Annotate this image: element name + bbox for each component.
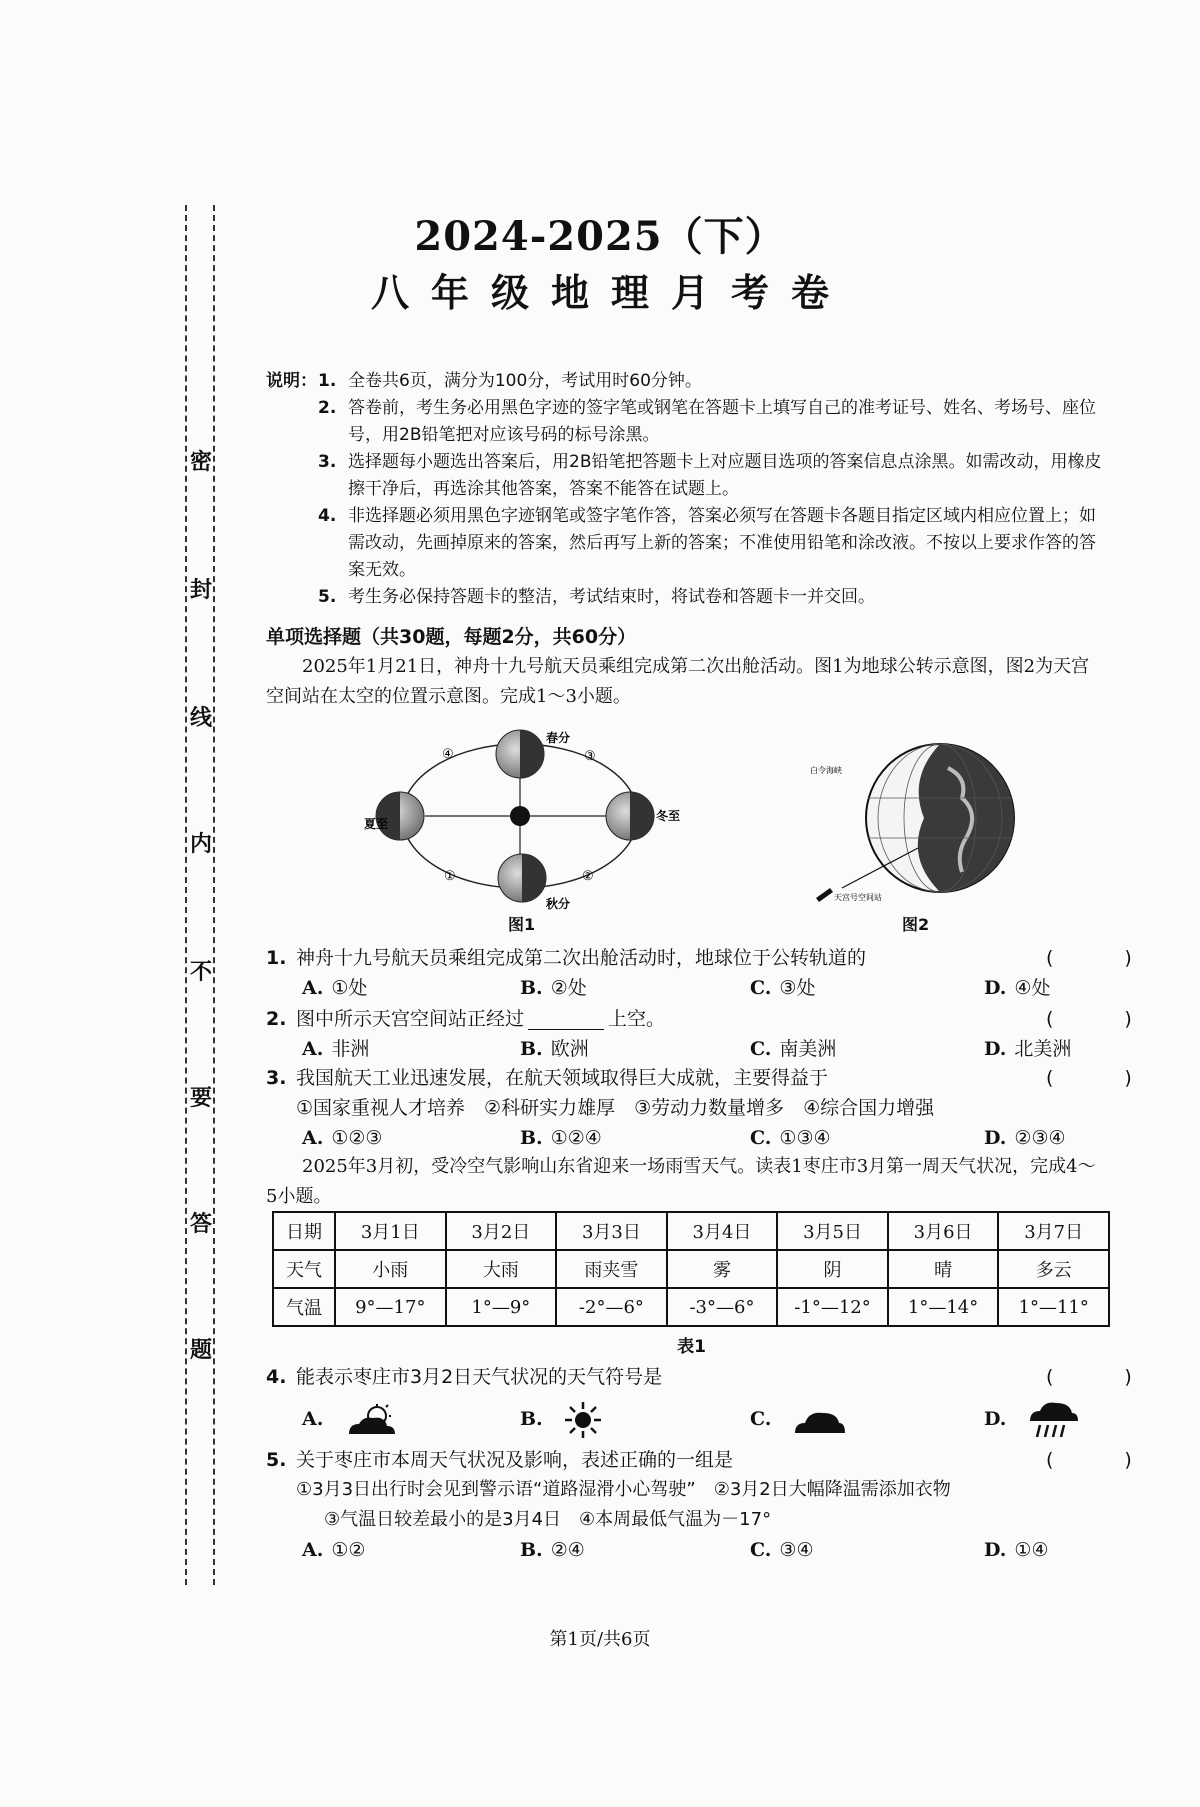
table-row	[273, 1212, 1109, 1250]
question-statements: ③气温日较差最小的是3月4日 ④本周最低气温为－17°	[324, 1509, 772, 1530]
figure-1-caption: 图1	[508, 915, 536, 934]
option-a: A. ①处	[302, 977, 368, 999]
section-heading: 单项选择题（共30题，每题2分，共60分）	[266, 626, 637, 648]
question-number: 5.	[266, 1449, 287, 1471]
answer-paren: ( )	[1046, 1067, 1158, 1089]
question-number: 4.	[266, 1366, 287, 1388]
question-5	[266, 1445, 1158, 1565]
table-cell: 1°—9°	[446, 1288, 557, 1326]
instructions	[266, 368, 1106, 611]
table-cell: -3°—6°	[667, 1288, 778, 1326]
label-autumn: 秋分	[546, 897, 571, 911]
option-d: D. ①④	[984, 1539, 1049, 1561]
table-cell: 大雨	[446, 1250, 557, 1288]
note-text: 考生务必保持答题卡的整洁，考试结束时，将试卷和答题卡一并交回。	[348, 587, 875, 607]
table-cell: 3月3日	[556, 1212, 667, 1250]
note-number: 5.	[318, 587, 337, 607]
sun-icon	[565, 1402, 601, 1438]
question-3	[266, 1063, 1158, 1153]
label-winter: 冬至	[656, 809, 681, 823]
option-a: A.	[302, 1396, 397, 1442]
option-d: D. ②③④	[984, 1127, 1066, 1149]
weather-table	[272, 1211, 1110, 1327]
option-b: B. 欧洲	[520, 1038, 589, 1060]
option-d: D. ④处	[984, 977, 1051, 999]
note-number: 3.	[318, 452, 337, 472]
answer-paren: ( )	[1046, 1449, 1158, 1471]
note-text: 非选择题必须用黑色字迹钢笔或签字笔作答，答案必须写在答题卡各题目指定区域内相应位置上；如需改动，先画掉原来的答案，然后再写上新的答案；不准使用铅笔和涂改液。不按以上要求作答的答案无效。	[348, 506, 1096, 580]
table-cell: 3月1日	[335, 1212, 446, 1250]
table-cell: 雾	[667, 1250, 778, 1288]
intro-paragraph: 2025年1月21日，神舟十九号航天员乘组完成第二次出舱活动。图1为地球公转示意图，图2为天宫空间站在太空的位置示意图。完成1～3小题。	[266, 656, 1090, 707]
space-station-diagram	[808, 738, 1018, 908]
table-cell: 3月2日	[446, 1212, 557, 1250]
dashed-line	[213, 205, 215, 1585]
option-b: B. ②④	[520, 1539, 585, 1561]
earth-revolution-diagram	[360, 728, 700, 918]
seal-char: 答	[189, 1207, 213, 1238]
dashed-line	[185, 205, 187, 1585]
table-row	[273, 1250, 1109, 1288]
question-2	[266, 1004, 1158, 1064]
seal-char: 密	[189, 445, 213, 476]
option-c: C. ③④	[750, 1539, 814, 1561]
table-row	[273, 1288, 1109, 1326]
question-statements: ①国家重视人才培养 ②科研实力雄厚 ③劳动力数量增多 ④综合国力增强	[296, 1097, 935, 1119]
exam-title: 八年级地理月考卷	[370, 270, 851, 315]
label-p1: ①	[444, 869, 456, 884]
heavy-rain-icon	[1028, 1401, 1078, 1439]
note-text: 答卷前，考生务必用黑色字迹的签字笔或钢笔在答题卡上填写自己的准考证号、姓名、考场号、座位号，用2B铅笔把对应该号码的标号涂黑。	[348, 398, 1096, 445]
question-stem: 我国航天工业迅速发展，在航天领域取得巨大成就，主要得益于	[296, 1067, 829, 1089]
option-c: C.	[750, 1396, 845, 1442]
label-p2: ②	[582, 869, 594, 884]
option-b: B.	[520, 1396, 601, 1442]
label-station: 天宫号空间站	[834, 893, 882, 902]
note-number: 1.	[318, 371, 337, 391]
label-bering: 白令海峡	[810, 766, 842, 775]
instructions-lead: 说明：	[266, 371, 317, 391]
question-stem: 能表示枣庄市3月2日天气状况的天气符号是	[296, 1366, 663, 1388]
note-number: 2.	[318, 398, 337, 418]
question-stem: 关于枣庄市本周天气状况及影响，表述正确的一组是	[296, 1449, 734, 1471]
question-1	[266, 943, 1158, 1003]
answer-paren: ( )	[1046, 947, 1158, 969]
fill-blank	[528, 1009, 604, 1030]
table-cell: 3月7日	[998, 1212, 1109, 1250]
table-1-caption: 表1	[677, 1337, 706, 1357]
option-a: A. 非洲	[302, 1038, 370, 1060]
table-cell: 多云	[998, 1250, 1109, 1288]
label-p3: ③	[584, 749, 596, 764]
seal-char: 线	[189, 701, 213, 732]
note-text: 选择题每小题选出答案后，用2B铅笔把答题卡上对应题目选项的答案信息点涂黑。如需改动，用橡皮擦干净后，再选涂其他答案，答案不能答在试题上。	[348, 452, 1102, 499]
seal-char: 要	[189, 1081, 213, 1112]
option-c: C. 南美洲	[750, 1038, 837, 1060]
table-cell: 阴	[777, 1250, 888, 1288]
space-station-icon	[816, 888, 833, 902]
answer-paren: ( )	[1046, 1366, 1158, 1388]
figure-2-caption: 图2	[902, 915, 930, 934]
page-footer: 第1页/共6页	[549, 1629, 651, 1650]
table-cell: 3月5日	[777, 1212, 888, 1250]
label-p4: ④	[442, 747, 454, 762]
table-cell: 1°—11°	[998, 1288, 1109, 1326]
table-cell: 1°—14°	[888, 1288, 999, 1326]
table-cell: 小雨	[335, 1250, 446, 1288]
table-cell: 3月4日	[667, 1212, 778, 1250]
table-header-cell: 天气	[273, 1250, 335, 1288]
table-cell: -2°—6°	[556, 1288, 667, 1326]
table-cell: 3月6日	[888, 1212, 999, 1250]
question-number: 1.	[266, 947, 287, 969]
option-a: A. ①②	[302, 1539, 366, 1561]
question-statements: ①3月3日出行时会见到警示语“道路湿滑小心驾驶” ②3月2日大幅降温需添加衣物	[296, 1479, 951, 1500]
earth-summer	[376, 792, 424, 840]
option-d: D. 北美洲	[984, 1038, 1072, 1060]
earth-winter	[606, 792, 654, 840]
option-d: D.	[984, 1396, 1078, 1442]
table-cell: -1°—12°	[777, 1288, 888, 1326]
option-c: C. ③处	[750, 977, 816, 999]
table-header-cell: 气温	[273, 1288, 335, 1326]
note-number: 4.	[318, 506, 337, 526]
sun-icon	[510, 806, 530, 826]
option-c: C. ①③④	[750, 1127, 831, 1149]
question-number: 2.	[266, 1008, 287, 1030]
option-a: A. ①②③	[302, 1127, 383, 1149]
exam-year-title: 2024-2025（下）	[414, 213, 786, 260]
table-cell: 雨夹雪	[556, 1250, 667, 1288]
seal-char: 封	[189, 573, 213, 604]
question-stem: 图中所示天宫空间站正经过	[296, 1008, 525, 1030]
partly-cloudy-icon	[345, 1404, 397, 1436]
option-b: B. ①②④	[520, 1127, 602, 1149]
seal-char: 不	[189, 955, 213, 986]
intro-paragraph: 2025年3月初，受冷空气影响山东省迎来一场雨雪天气。读表1枣庄市3月第一周天气状况，完成4～5小题。	[266, 1156, 1096, 1207]
question-stem: 神舟十九号航天员乘组完成第二次出舱活动时，地球位于公转轨道的	[296, 947, 867, 969]
label-summer: 夏至	[364, 817, 389, 831]
table-cell: 9°—17°	[335, 1288, 446, 1326]
note-text: 全卷共6页，满分为100分，考试用时60分钟。	[348, 371, 702, 391]
binding-margin	[183, 205, 223, 1585]
option-b: B. ②处	[520, 977, 587, 999]
seal-char: 内	[189, 827, 213, 858]
question-number: 3.	[266, 1067, 287, 1089]
earth-autumn	[498, 854, 546, 902]
overcast-cloud-icon	[793, 1405, 845, 1435]
table-header-cell: 日期	[273, 1212, 335, 1250]
table-cell: 晴	[888, 1250, 999, 1288]
answer-paren: ( )	[1046, 1008, 1158, 1030]
label-spring: 春分	[546, 731, 571, 745]
question-stem: 上空。	[608, 1008, 666, 1030]
earth-spring	[496, 730, 544, 778]
question-4	[266, 1362, 1158, 1442]
seal-char: 题	[189, 1333, 213, 1364]
